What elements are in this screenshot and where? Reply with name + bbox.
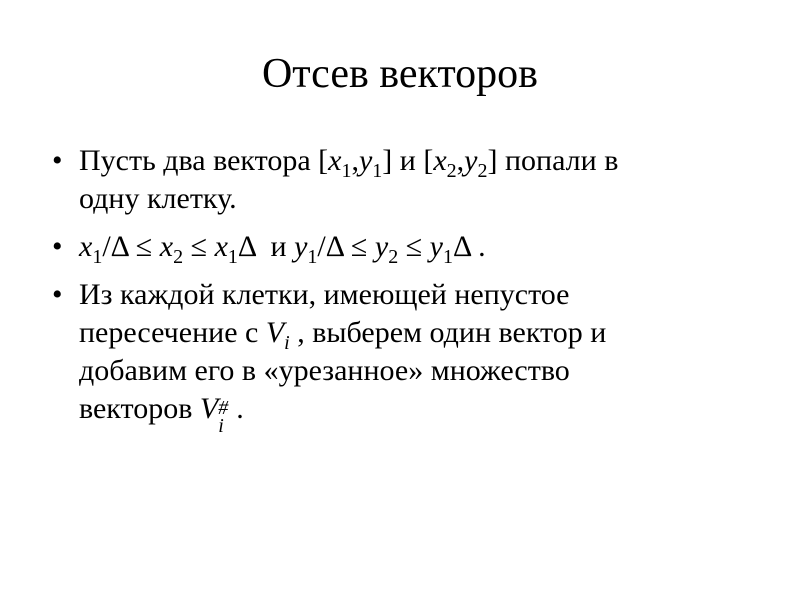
- math-operator: Δ: [452, 230, 471, 263]
- math-var: x: [214, 230, 228, 263]
- text-segment: векторов: [79, 392, 200, 425]
- math-script-pair: [218, 397, 236, 437]
- math-operator: Δ: [237, 230, 256, 263]
- slide-title: Отсев векторов: [261, 51, 539, 97]
- math-superscript: #: [218, 397, 229, 419]
- math-operator: /Δ ≤: [102, 230, 160, 263]
- text-segment: .: [236, 392, 244, 425]
- text-segment: ] попали в: [487, 144, 619, 177]
- bullet-3-line-3: добавим его в «урезанное» множество: [79, 354, 570, 387]
- math-operator: ≤: [398, 230, 430, 263]
- bullet-item-2: [52, 228, 762, 266]
- text-segment: пересечение с: [79, 316, 266, 349]
- math-subscript: 1: [341, 160, 352, 182]
- bullet-1-line-1: [79, 142, 762, 180]
- text-segment: , выберем один вектор и: [289, 316, 607, 349]
- math-var: x: [79, 230, 93, 263]
- math-var: x: [159, 230, 174, 263]
- bullet-3-line-1: Из каждой клетки, имеющей непустое: [79, 278, 570, 311]
- math-subscript: 2: [477, 160, 488, 182]
- text-segment: ] и [: [382, 144, 434, 177]
- math-subscript: 1: [442, 246, 453, 268]
- math-subscript: 1: [92, 246, 103, 268]
- bullet-3-line-2: [79, 314, 762, 352]
- math-var: x: [433, 144, 447, 177]
- bullet-3-line-4: [79, 390, 762, 437]
- math-subscript: 1: [372, 160, 383, 182]
- math-var: V: [199, 392, 219, 425]
- math-subscript: i: [218, 415, 224, 437]
- bullet-dot: •: [52, 144, 63, 177]
- bullet-item-3: [52, 276, 762, 437]
- math-var: y: [374, 230, 389, 263]
- bullet-2-line-1: [79, 228, 762, 266]
- math-operator: ≤: [183, 230, 215, 263]
- math-subscript: 2: [446, 160, 457, 182]
- text-segment: Пусть два вектора [: [79, 144, 329, 177]
- bullet-item-1: [52, 142, 762, 218]
- text-segment: ,: [456, 144, 465, 177]
- math-var: y: [429, 230, 443, 263]
- math-var: V: [265, 316, 285, 349]
- bullet-1-line-2: одну клетку.: [79, 182, 237, 215]
- text-segment: .: [470, 230, 486, 263]
- bullet-list: [52, 142, 762, 438]
- math-operator: /Δ ≤: [317, 230, 375, 263]
- math-subscript: 2: [173, 246, 184, 268]
- bullet-dot: •: [52, 230, 63, 263]
- math-var: x: [328, 144, 342, 177]
- math-var: y: [358, 144, 373, 177]
- math-var: y: [464, 144, 478, 177]
- text-segment: и: [255, 230, 295, 263]
- math-var: y: [294, 230, 308, 263]
- math-subscript: 1: [227, 246, 238, 268]
- text-segment: ,: [351, 144, 359, 177]
- math-subscript: 2: [388, 246, 399, 268]
- math-subscript: i: [284, 332, 290, 354]
- math-subscript: 1: [307, 246, 318, 268]
- bullet-dot: •: [52, 278, 63, 311]
